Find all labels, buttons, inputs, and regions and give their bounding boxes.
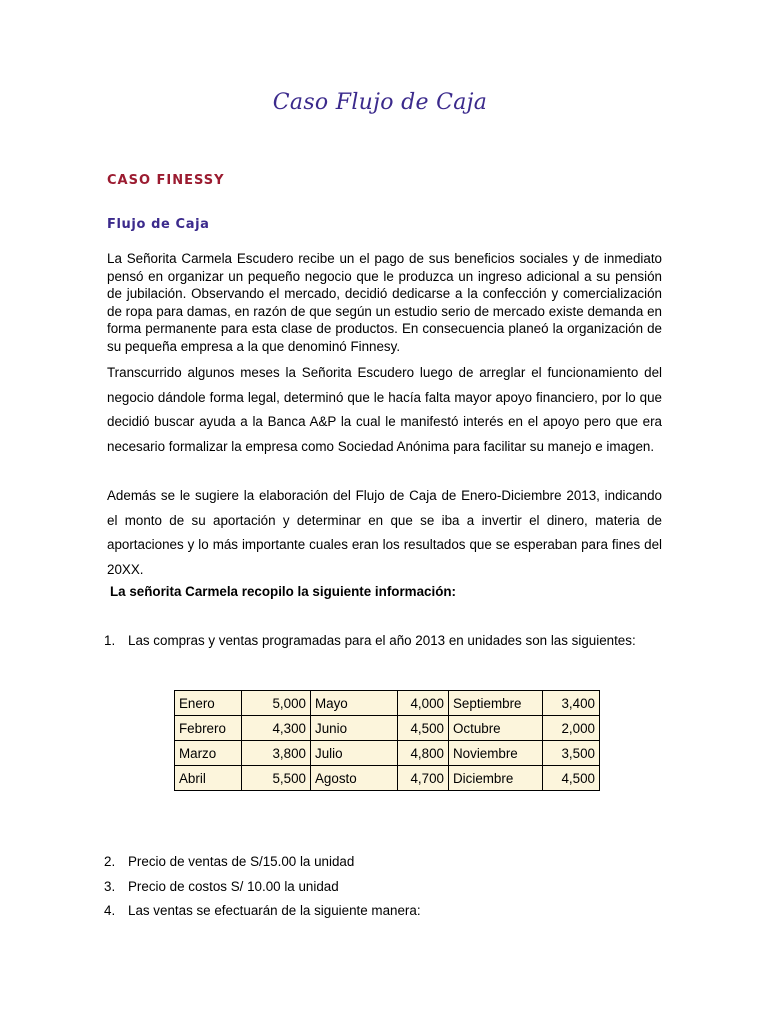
month-cell: Abril bbox=[175, 766, 242, 791]
list-number: 4. bbox=[104, 903, 116, 918]
list-text: Las ventas se efectuarán de la siguiente manera: bbox=[128, 903, 421, 918]
document-title: Caso Flujo de Caja bbox=[272, 90, 488, 115]
units-cell: 4,700 bbox=[398, 766, 449, 791]
month-cell: Enero bbox=[175, 691, 242, 716]
month-cell: Noviembre bbox=[449, 741, 543, 766]
units-table bbox=[174, 690, 600, 791]
list-text: Las compras y ventas programadas para el año 2013 en unidades son las siguientes: bbox=[128, 633, 636, 648]
paragraph-financing: Transcurrido algunos meses la Señorita Escudero luego de arreglar el funcionamiento del negocio dándole forma legal, determinó que le hacía falta mayor apoyo financiero, por lo que decidió buscar ayuda a la Banca A&P la cual le manifestó interés en el apoyo pero que era necesario formalizar la empresa como Sociedad Anónima para facilitar su manejo e imagen. bbox=[107, 365, 662, 454]
list-number: 3. bbox=[104, 879, 116, 894]
list-number: 1. bbox=[104, 633, 116, 648]
sub-heading: Flujo de Caja bbox=[107, 217, 210, 232]
list-item bbox=[104, 903, 421, 918]
units-cell: 5,000 bbox=[242, 691, 311, 716]
month-cell: Febrero bbox=[175, 716, 242, 741]
paragraph-cashflow: Además se le sugiere la elaboración del Flujo de Caja de Enero-Diciembre 2013, indicando el monto de su aportación y determinar en que se iba a invertir el dinero, materia de aportaciones y lo más importante cuales eran los resultados que se esperaban para fines del 20XX. bbox=[107, 488, 662, 577]
table-row bbox=[175, 716, 600, 741]
list-item bbox=[104, 633, 636, 648]
paragraph-intro: La Señorita Carmela Escudero recibe un el pago de sus beneficios sociales y de inmediato pensó en organizar un pequeño negocio que le produzca un ingreso adicional a su pensión de jubilación. Observando el mercado, decidió dedicarse a la confección y comercialización de ropa para damas, en razón de que según un estudio serio de mercado existe demanda en forma permanente para esta clase de productos. En consecuencia planeó la organización de su pequeña empresa a la que denominó Finnesy. bbox=[107, 251, 662, 354]
units-cell: 4,800 bbox=[398, 741, 449, 766]
month-cell: Mayo bbox=[311, 691, 398, 716]
table-row bbox=[175, 741, 600, 766]
units-cell: 4,000 bbox=[398, 691, 449, 716]
list-text: Precio de ventas de S/15.00 la unidad bbox=[128, 854, 355, 869]
units-cell: 4,500 bbox=[398, 716, 449, 741]
list-number: 2. bbox=[104, 854, 116, 869]
table-row bbox=[175, 766, 600, 791]
list-item bbox=[104, 854, 354, 869]
month-cell: Marzo bbox=[175, 741, 242, 766]
month-cell: Septiembre bbox=[449, 691, 543, 716]
units-cell: 2,000 bbox=[543, 716, 600, 741]
month-cell: Agosto bbox=[311, 766, 398, 791]
month-cell: Julio bbox=[311, 741, 398, 766]
list-text: Precio de costos S/ 10.00 la unidad bbox=[128, 879, 339, 894]
month-cell: Junio bbox=[311, 716, 398, 741]
units-cell: 3,400 bbox=[543, 691, 600, 716]
units-cell: 4,500 bbox=[543, 766, 600, 791]
list-item bbox=[104, 879, 339, 894]
table-row bbox=[175, 691, 600, 716]
month-cell: Diciembre bbox=[449, 766, 543, 791]
month-cell: Octubre bbox=[449, 716, 543, 741]
units-cell: 5,500 bbox=[242, 766, 311, 791]
units-cell: 4,300 bbox=[242, 716, 311, 741]
info-heading: La señorita Carmela recopilo la siguiente información: bbox=[110, 584, 457, 599]
units-cell: 3,500 bbox=[543, 741, 600, 766]
section-heading: CASO FINESSY bbox=[107, 173, 225, 188]
units-cell: 3,800 bbox=[242, 741, 311, 766]
